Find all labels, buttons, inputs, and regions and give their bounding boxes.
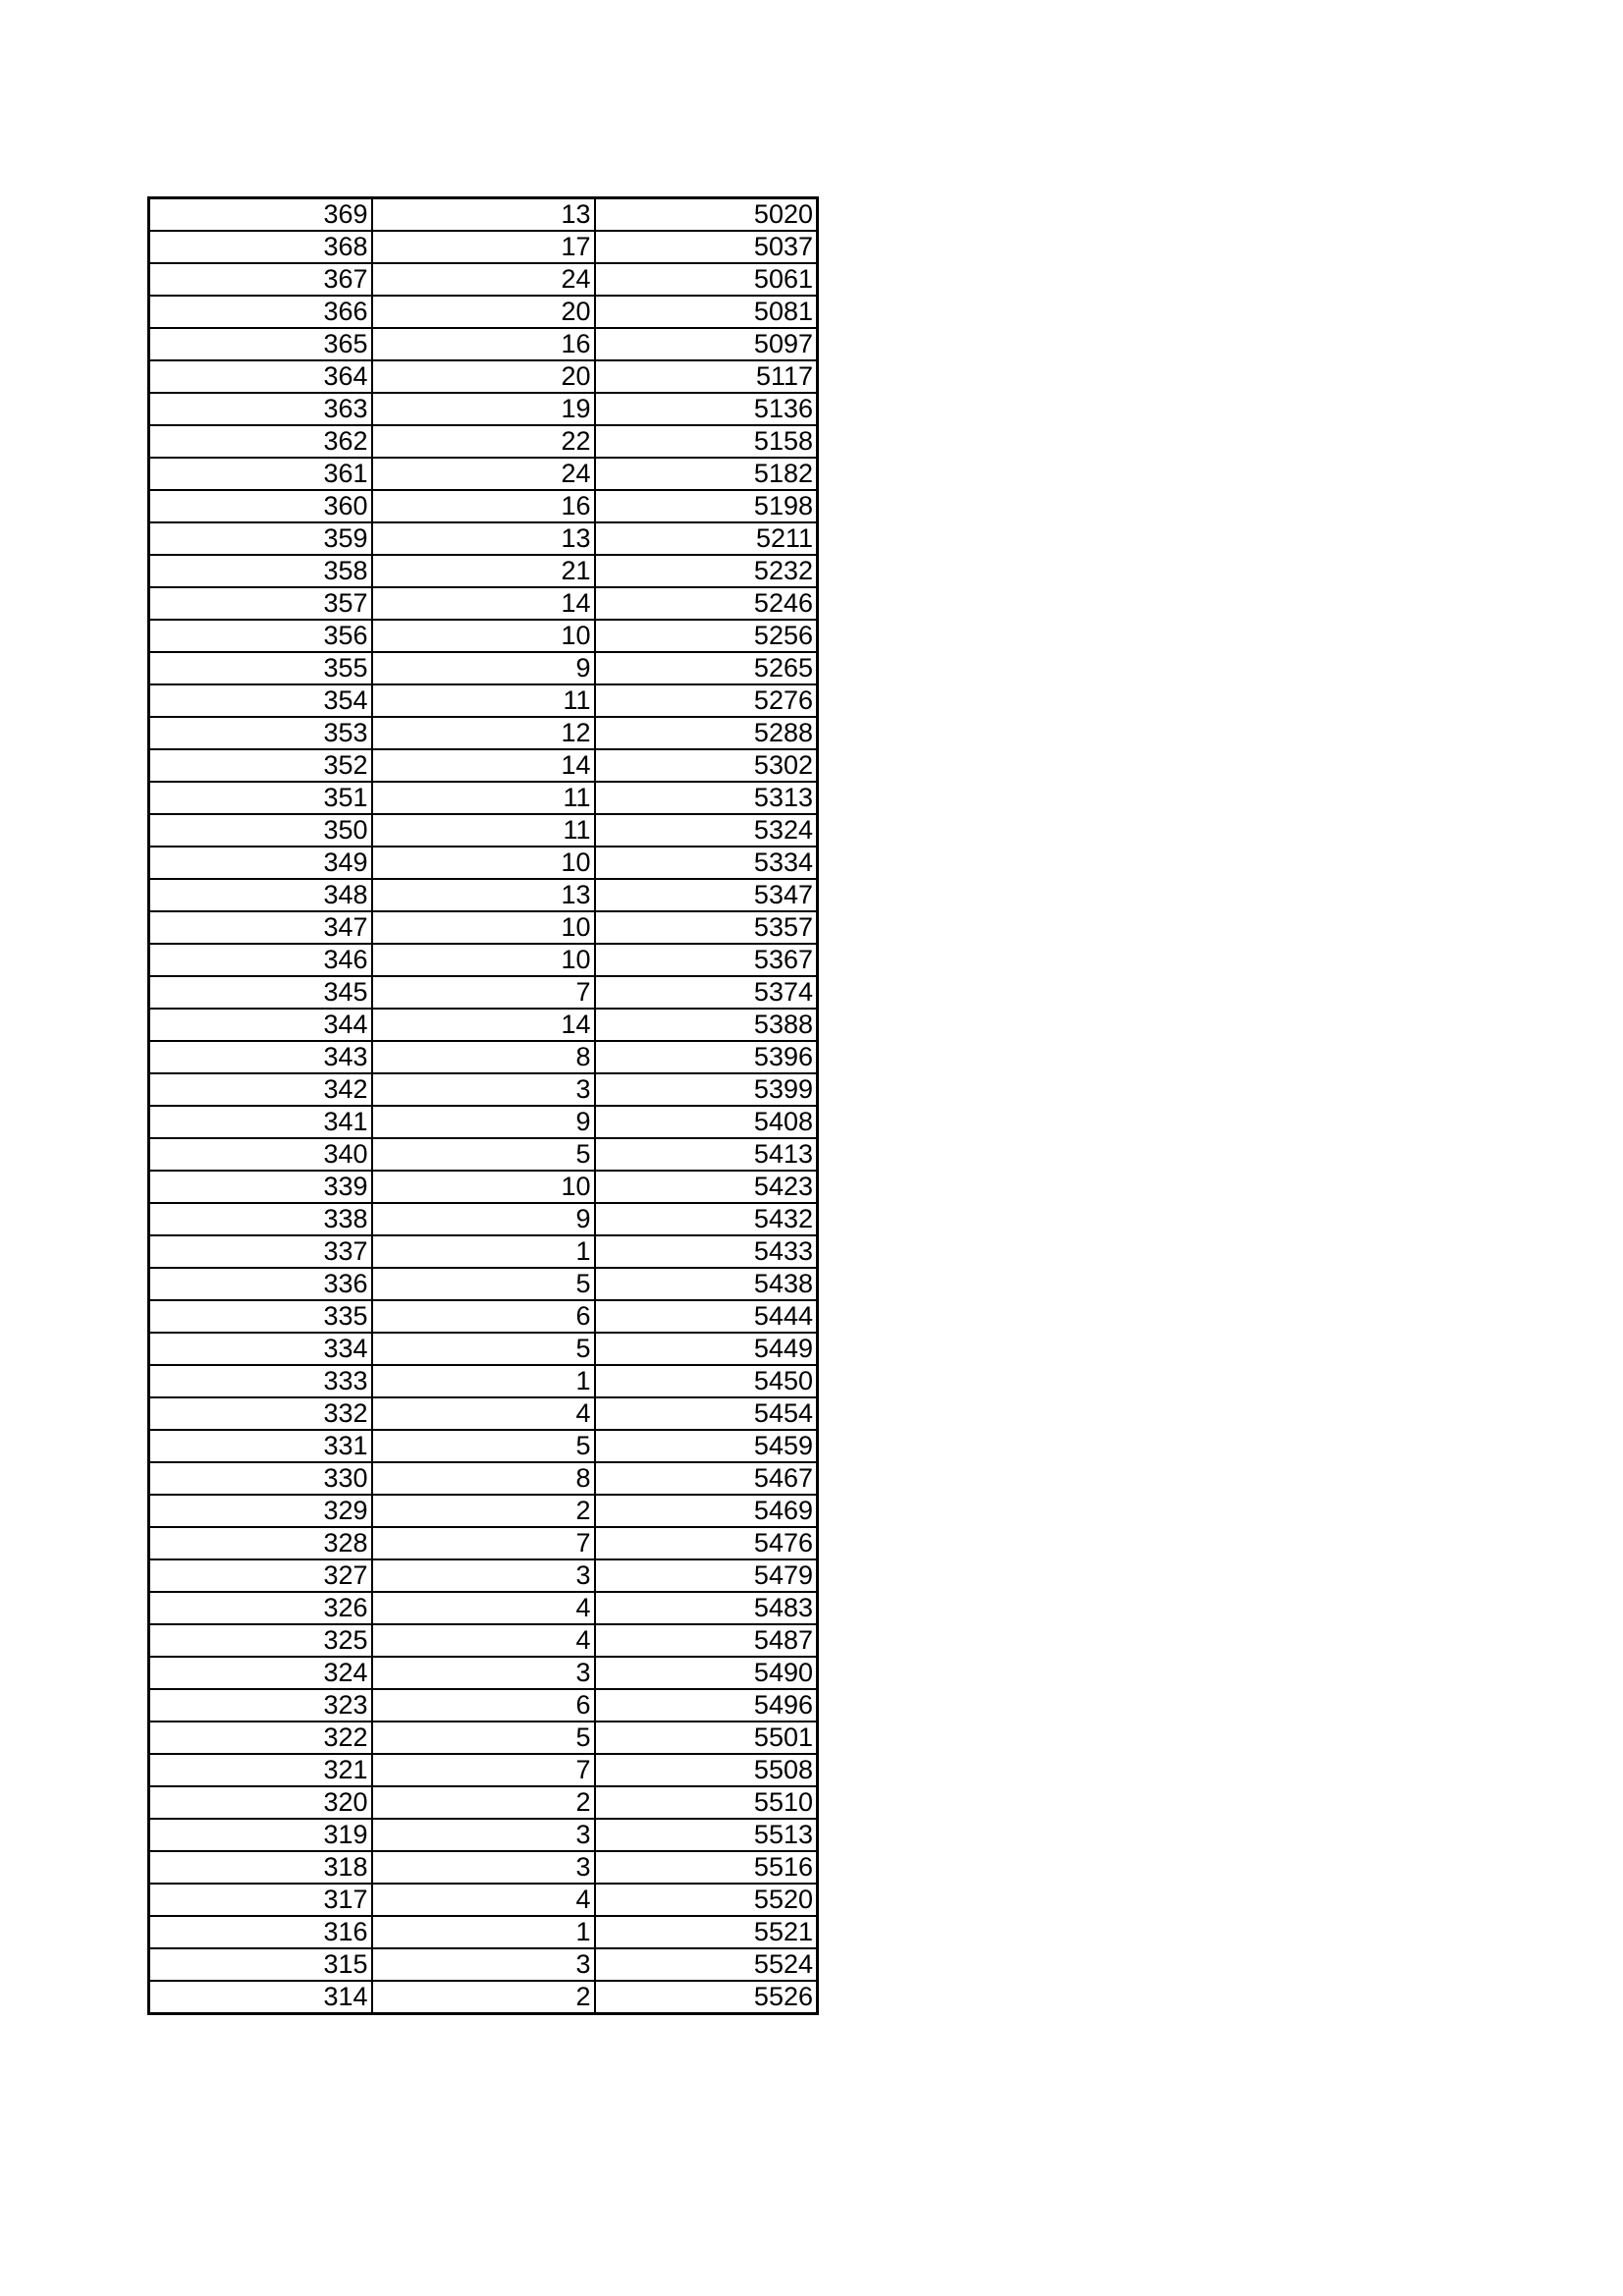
score-cell: 324 (149, 1657, 372, 1689)
table-row (149, 1333, 818, 1365)
cumulative-cell: 5374 (595, 976, 818, 1009)
table-row (149, 393, 818, 425)
cumulative-cell: 5182 (595, 458, 818, 490)
cumulative-cell: 5256 (595, 620, 818, 652)
count-cell: 11 (372, 782, 595, 814)
table-row (149, 1851, 818, 1884)
cumulative-cell: 5276 (595, 684, 818, 717)
score-table-body (149, 198, 818, 2014)
table-row (149, 749, 818, 782)
count-cell: 3 (372, 1073, 595, 1106)
cumulative-cell: 5367 (595, 944, 818, 976)
score-cell: 325 (149, 1624, 372, 1657)
score-cell: 347 (149, 911, 372, 944)
count-cell: 12 (372, 717, 595, 749)
cumulative-cell: 5396 (595, 1041, 818, 1073)
cumulative-cell: 5097 (595, 328, 818, 360)
score-cell: 361 (149, 458, 372, 490)
count-cell: 10 (372, 620, 595, 652)
score-cell: 323 (149, 1689, 372, 1722)
count-cell: 4 (372, 1624, 595, 1657)
cumulative-cell: 5246 (595, 587, 818, 620)
cumulative-cell: 5198 (595, 490, 818, 522)
table-row (149, 1624, 818, 1657)
table-row (149, 782, 818, 814)
cumulative-cell: 5117 (595, 360, 818, 393)
cumulative-cell: 5232 (595, 555, 818, 587)
count-cell: 3 (372, 1657, 595, 1689)
count-cell: 17 (372, 231, 595, 263)
cumulative-cell: 5521 (595, 1916, 818, 1948)
count-cell: 14 (372, 587, 595, 620)
table-row (149, 1657, 818, 1689)
score-cell: 340 (149, 1138, 372, 1171)
count-cell: 3 (372, 1559, 595, 1592)
count-cell: 22 (372, 425, 595, 458)
score-cell: 345 (149, 976, 372, 1009)
score-cell: 367 (149, 263, 372, 296)
count-cell: 3 (372, 1819, 595, 1851)
cumulative-cell: 5483 (595, 1592, 818, 1624)
cumulative-cell: 5408 (595, 1106, 818, 1138)
count-cell: 2 (372, 1981, 595, 2014)
table-row (149, 1106, 818, 1138)
cumulative-cell: 5450 (595, 1365, 818, 1397)
cumulative-cell: 5433 (595, 1235, 818, 1268)
cumulative-cell: 5479 (595, 1559, 818, 1592)
table-row (149, 620, 818, 652)
cumulative-cell: 5496 (595, 1689, 818, 1722)
score-cell: 359 (149, 522, 372, 555)
count-cell: 5 (372, 1333, 595, 1365)
cumulative-cell: 5061 (595, 263, 818, 296)
table-row (149, 1300, 818, 1333)
count-cell: 6 (372, 1300, 595, 1333)
cumulative-cell: 5516 (595, 1851, 818, 1884)
table-row (149, 1689, 818, 1722)
count-cell: 1 (372, 1916, 595, 1948)
count-cell: 10 (372, 944, 595, 976)
table-row (149, 328, 818, 360)
table-row (149, 879, 818, 911)
count-cell: 7 (372, 1754, 595, 1786)
score-cell: 353 (149, 717, 372, 749)
score-cell: 363 (149, 393, 372, 425)
table-row (149, 1981, 818, 2014)
table-row (149, 1462, 818, 1495)
table-row (149, 198, 818, 232)
score-cell: 321 (149, 1754, 372, 1786)
cumulative-cell: 5510 (595, 1786, 818, 1819)
score-cell: 328 (149, 1527, 372, 1559)
score-cell: 317 (149, 1884, 372, 1916)
score-cell: 357 (149, 587, 372, 620)
count-cell: 14 (372, 1009, 595, 1041)
table-row (149, 1009, 818, 1041)
cumulative-cell: 5302 (595, 749, 818, 782)
score-cell: 331 (149, 1430, 372, 1462)
score-cell: 326 (149, 1592, 372, 1624)
score-cell: 368 (149, 231, 372, 263)
score-cell: 356 (149, 620, 372, 652)
cumulative-cell: 5476 (595, 1527, 818, 1559)
table-row (149, 1754, 818, 1786)
count-cell: 14 (372, 749, 595, 782)
count-cell: 10 (372, 911, 595, 944)
count-cell: 24 (372, 263, 595, 296)
table-row (149, 1916, 818, 1948)
cumulative-cell: 5347 (595, 879, 818, 911)
cumulative-cell: 5438 (595, 1268, 818, 1300)
cumulative-cell: 5413 (595, 1138, 818, 1171)
score-cell: 335 (149, 1300, 372, 1333)
count-cell: 11 (372, 684, 595, 717)
table-row (149, 684, 818, 717)
table-row (149, 1527, 818, 1559)
count-cell: 11 (372, 814, 595, 847)
cumulative-cell: 5513 (595, 1819, 818, 1851)
table-row (149, 652, 818, 684)
count-cell: 1 (372, 1235, 595, 1268)
table-row (149, 263, 818, 296)
score-cell: 351 (149, 782, 372, 814)
score-cell: 318 (149, 1851, 372, 1884)
count-cell: 3 (372, 1851, 595, 1884)
table-row (149, 1203, 818, 1235)
score-cell: 334 (149, 1333, 372, 1365)
cumulative-cell: 5020 (595, 198, 818, 232)
table-row (149, 555, 818, 587)
score-cell: 315 (149, 1948, 372, 1981)
score-cell: 332 (149, 1397, 372, 1430)
table-row (149, 231, 818, 263)
table-row (149, 1073, 818, 1106)
cumulative-cell: 5158 (595, 425, 818, 458)
table-row (149, 1397, 818, 1430)
score-cell: 360 (149, 490, 372, 522)
table-row (149, 458, 818, 490)
count-cell: 20 (372, 296, 595, 328)
score-cell: 366 (149, 296, 372, 328)
count-cell: 7 (372, 1527, 595, 1559)
cumulative-cell: 5265 (595, 652, 818, 684)
cumulative-cell: 5136 (595, 393, 818, 425)
cumulative-cell: 5313 (595, 782, 818, 814)
count-cell: 8 (372, 1462, 595, 1495)
table-row (149, 814, 818, 847)
cumulative-cell: 5487 (595, 1624, 818, 1657)
cumulative-cell: 5334 (595, 847, 818, 879)
score-cell: 333 (149, 1365, 372, 1397)
cumulative-cell: 5490 (595, 1657, 818, 1689)
table-row (149, 587, 818, 620)
score-cell: 344 (149, 1009, 372, 1041)
table-row (149, 1559, 818, 1592)
score-cell: 336 (149, 1268, 372, 1300)
score-cell: 319 (149, 1819, 372, 1851)
table-row (149, 1722, 818, 1754)
cumulative-cell: 5449 (595, 1333, 818, 1365)
count-cell: 16 (372, 490, 595, 522)
count-cell: 10 (372, 1171, 595, 1203)
score-cell: 322 (149, 1722, 372, 1754)
cumulative-cell: 5037 (595, 231, 818, 263)
score-cell: 342 (149, 1073, 372, 1106)
score-cell: 330 (149, 1462, 372, 1495)
count-cell: 5 (372, 1138, 595, 1171)
cumulative-cell: 5459 (595, 1430, 818, 1462)
table-row (149, 1268, 818, 1300)
table-row (149, 976, 818, 1009)
table-row (149, 1495, 818, 1527)
cumulative-cell: 5388 (595, 1009, 818, 1041)
cumulative-cell: 5508 (595, 1754, 818, 1786)
count-cell: 3 (372, 1948, 595, 1981)
count-cell: 6 (372, 1689, 595, 1722)
score-cell: 329 (149, 1495, 372, 1527)
cumulative-cell: 5432 (595, 1203, 818, 1235)
table-row (149, 1171, 818, 1203)
table-row (149, 717, 818, 749)
count-cell: 2 (372, 1786, 595, 1819)
score-cell: 337 (149, 1235, 372, 1268)
cumulative-cell: 5081 (595, 296, 818, 328)
cumulative-cell: 5526 (595, 1981, 818, 2014)
table-row (149, 1041, 818, 1073)
score-cell: 350 (149, 814, 372, 847)
table-row (149, 1235, 818, 1268)
score-cell: 316 (149, 1916, 372, 1948)
count-cell: 9 (372, 1203, 595, 1235)
table-row (149, 911, 818, 944)
count-cell: 21 (372, 555, 595, 587)
count-cell: 5 (372, 1722, 595, 1754)
score-cell: 338 (149, 1203, 372, 1235)
count-cell: 7 (372, 976, 595, 1009)
table-row (149, 1948, 818, 1981)
count-cell: 5 (372, 1268, 595, 1300)
table-row (149, 1430, 818, 1462)
table-row (149, 1786, 818, 1819)
count-cell: 24 (372, 458, 595, 490)
cumulative-cell: 5324 (595, 814, 818, 847)
count-cell: 19 (372, 393, 595, 425)
count-cell: 13 (372, 879, 595, 911)
cumulative-cell: 5467 (595, 1462, 818, 1495)
cumulative-cell: 5423 (595, 1171, 818, 1203)
count-cell: 2 (372, 1495, 595, 1527)
count-cell: 16 (372, 328, 595, 360)
count-cell: 8 (372, 1041, 595, 1073)
table-row (149, 425, 818, 458)
score-cell: 362 (149, 425, 372, 458)
cumulative-cell: 5288 (595, 717, 818, 749)
score-cell: 320 (149, 1786, 372, 1819)
table-row (149, 1365, 818, 1397)
table-row (149, 1138, 818, 1171)
table-row (149, 847, 818, 879)
score-cell: 339 (149, 1171, 372, 1203)
count-cell: 13 (372, 522, 595, 555)
score-cell: 369 (149, 198, 372, 232)
cumulative-cell: 5444 (595, 1300, 818, 1333)
score-cell: 358 (149, 555, 372, 587)
count-cell: 5 (372, 1430, 595, 1462)
count-cell: 1 (372, 1365, 595, 1397)
table-row (149, 1592, 818, 1624)
cumulative-cell: 5454 (595, 1397, 818, 1430)
score-cell: 365 (149, 328, 372, 360)
score-table (147, 196, 819, 2015)
score-cell: 343 (149, 1041, 372, 1073)
count-cell: 4 (372, 1592, 595, 1624)
score-cell: 349 (149, 847, 372, 879)
count-cell: 10 (372, 847, 595, 879)
score-cell: 354 (149, 684, 372, 717)
table-row (149, 1819, 818, 1851)
table-row (149, 1884, 818, 1916)
count-cell: 4 (372, 1884, 595, 1916)
cumulative-cell: 5501 (595, 1722, 818, 1754)
count-cell: 9 (372, 1106, 595, 1138)
table-row (149, 360, 818, 393)
cumulative-cell: 5399 (595, 1073, 818, 1106)
score-cell: 346 (149, 944, 372, 976)
cumulative-cell: 5357 (595, 911, 818, 944)
count-cell: 20 (372, 360, 595, 393)
count-cell: 13 (372, 198, 595, 232)
cumulative-cell: 5520 (595, 1884, 818, 1916)
table-row (149, 490, 818, 522)
score-cell: 327 (149, 1559, 372, 1592)
table-row (149, 522, 818, 555)
score-cell: 364 (149, 360, 372, 393)
score-cell: 314 (149, 1981, 372, 2014)
cumulative-cell: 5524 (595, 1948, 818, 1981)
count-cell: 9 (372, 652, 595, 684)
table-row (149, 944, 818, 976)
cumulative-cell: 5469 (595, 1495, 818, 1527)
count-cell: 4 (372, 1397, 595, 1430)
score-cell: 341 (149, 1106, 372, 1138)
score-cell: 348 (149, 879, 372, 911)
score-cell: 352 (149, 749, 372, 782)
cumulative-cell: 5211 (595, 522, 818, 555)
score-cell: 355 (149, 652, 372, 684)
table-row (149, 296, 818, 328)
